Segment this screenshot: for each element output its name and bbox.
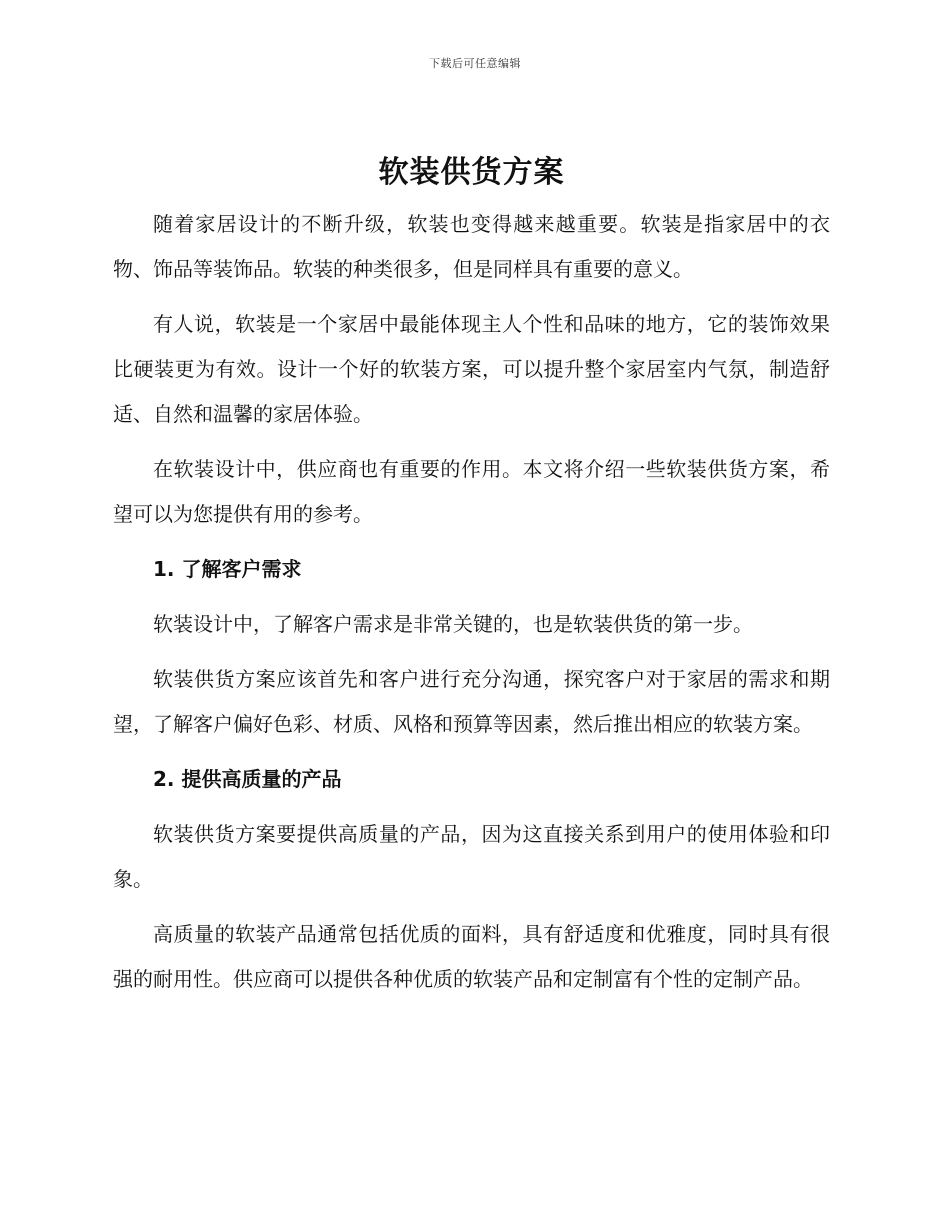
intro-paragraph-2: 有人说，软装是一个家居中最能体现主人个性和品味的地方，它的装饰效果比硬装更为有效。设计一个好的软装方案，可以提升整个家居室内气氛，制造舒适、自然和温馨的家居体验。 xyxy=(113,312,830,426)
section-heading-1: 1. 了解客户需求 xyxy=(153,557,302,581)
section-2-paragraph-2: 高质量的软装产品通常包括优质的面料，具有舒适度和优雅度，同时具有很强的耐用性。供应商可以提供各种优质的软装产品和定制富有个性的定制产品。 xyxy=(113,922,830,991)
document-title: 软装供货方案 xyxy=(378,155,565,190)
section-1-paragraph-1: 软装设计中，了解客户需求是非常关键的，也是软装供货的第一步。 xyxy=(153,612,753,636)
page-header-note: 下载后可任意编辑 xyxy=(429,57,521,70)
document-body xyxy=(113,150,830,1012)
section-2-paragraph-1: 软装供货方案要提供高质量的产品，因为这直接关系到用户的使用体验和印象。 xyxy=(113,822,830,891)
section-1-paragraph-2: 软装供货方案应该首先和客户进行充分沟通，探究客户对于家居的需求和期望，了解客户偏好色彩、材质、风格和预算等因素，然后推出相应的软装方案。 xyxy=(113,667,830,736)
intro-paragraph-3: 在软装设计中，供应商也有重要的作用。本文将介绍一些软装供货方案，希望可以为您提供有用的参考。 xyxy=(113,457,830,526)
intro-paragraph-1: 随着家居设计的不断升级，软装也变得越来越重要。软装是指家居中的衣物、饰品等装饰品。软装的种类很多，但是同样具有重要的意义。 xyxy=(113,212,830,281)
section-heading-2: 2. 提供高质量的产品 xyxy=(153,767,342,791)
